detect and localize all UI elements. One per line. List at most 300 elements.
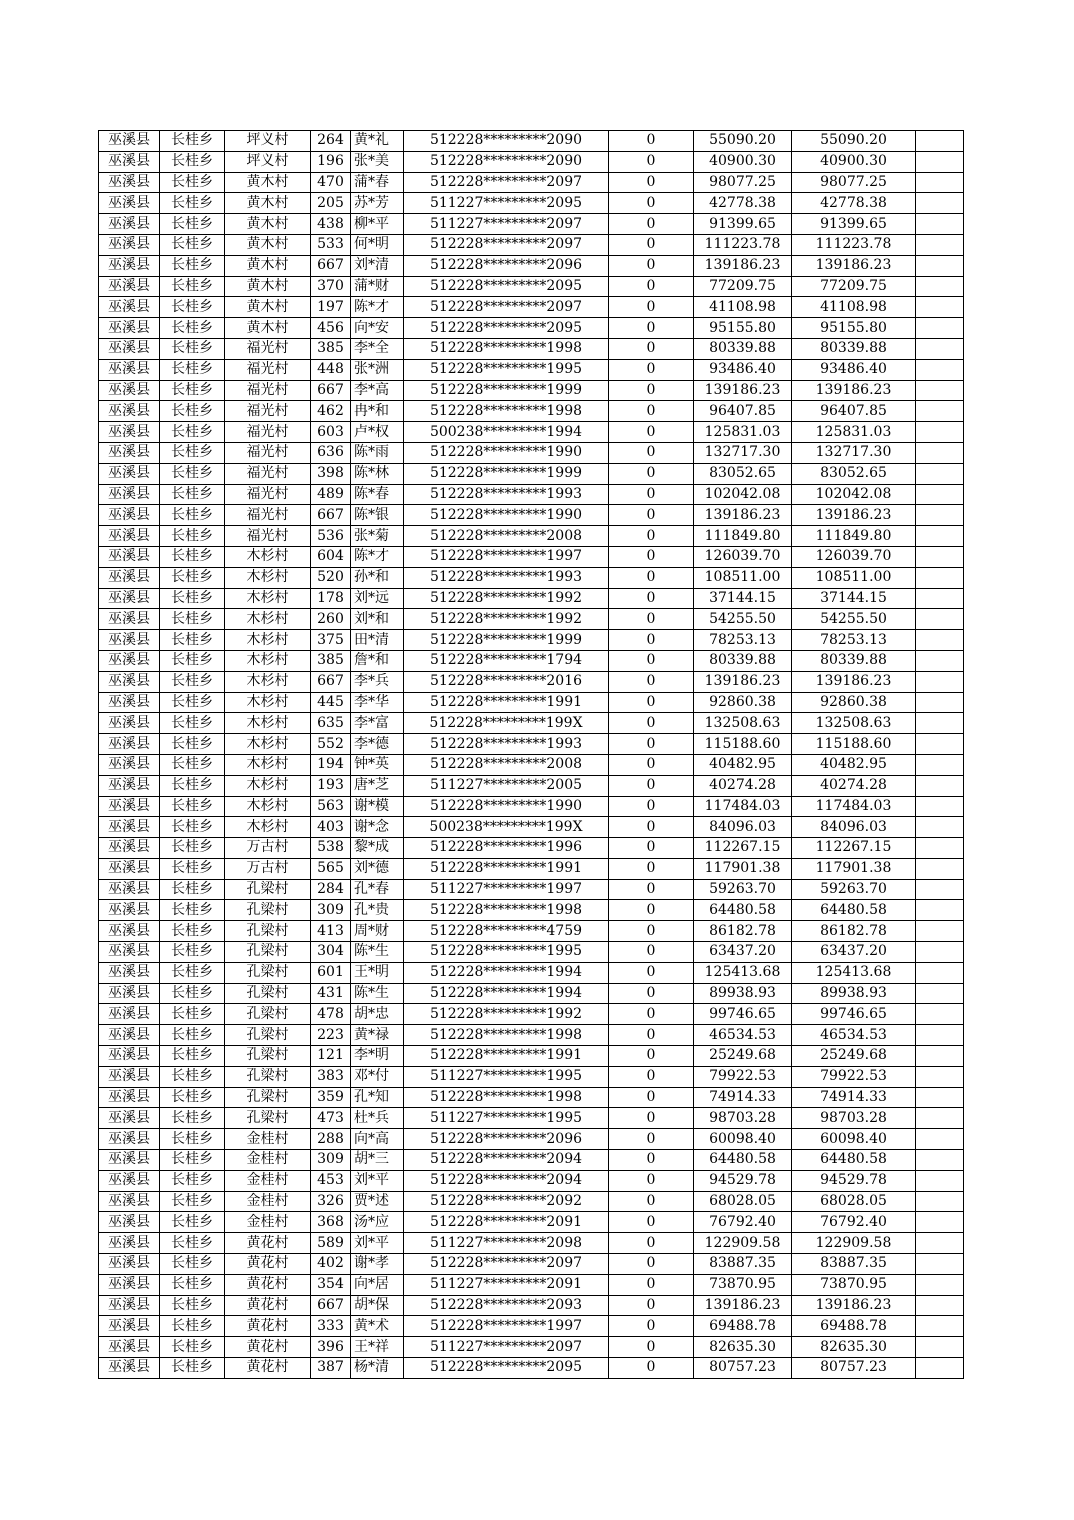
- id-number-cell: 511227*********1995: [404, 1108, 609, 1129]
- name-cell: 陈*春: [351, 484, 404, 505]
- blank-cell: [916, 1191, 964, 1212]
- township-cell: 长桂乡: [160, 1046, 225, 1067]
- blank-cell: [916, 671, 964, 692]
- township-cell: 长桂乡: [160, 879, 225, 900]
- count-cell: 601: [311, 962, 351, 983]
- name-cell: 李*明: [351, 1046, 404, 1067]
- id-number-cell: 512228*********1999: [404, 630, 609, 651]
- count-cell: 473: [311, 1108, 351, 1129]
- county-cell: 巫溪县: [99, 1191, 160, 1212]
- county-cell: 巫溪县: [99, 1358, 160, 1379]
- id-number-cell: 512228*********1999: [404, 380, 609, 401]
- count-cell: 402: [311, 1254, 351, 1275]
- blank-cell: [916, 1108, 964, 1129]
- table-row: [99, 609, 964, 630]
- total-amount-cell: 69488.78: [792, 1316, 916, 1337]
- id-number-cell: 512228*********2097: [404, 297, 609, 318]
- blank-cell: [916, 463, 964, 484]
- count-cell: 470: [311, 172, 351, 193]
- zero-value-cell: 0: [609, 484, 694, 505]
- total-amount-cell: 68028.05: [792, 1191, 916, 1212]
- village-cell: 孔梁村: [225, 1108, 311, 1129]
- table-row: [99, 1170, 964, 1191]
- table-row: [99, 1066, 964, 1087]
- count-cell: 121: [311, 1046, 351, 1067]
- table-row: [99, 838, 964, 859]
- table-row: [99, 442, 964, 463]
- total-amount-cell: 40482.95: [792, 754, 916, 775]
- township-cell: 长桂乡: [160, 463, 225, 484]
- id-number-cell: 512228*********2097: [404, 172, 609, 193]
- id-number-cell: 512228*********1996: [404, 838, 609, 859]
- blank-cell: [916, 255, 964, 276]
- count-cell: 304: [311, 942, 351, 963]
- id-number-cell: 512228*********1992: [404, 1004, 609, 1025]
- zero-value-cell: 0: [609, 775, 694, 796]
- county-cell: 巫溪县: [99, 1316, 160, 1337]
- county-cell: 巫溪县: [99, 1295, 160, 1316]
- county-cell: 巫溪县: [99, 1150, 160, 1171]
- total-amount-cell: 132508.63: [792, 713, 916, 734]
- township-cell: 长桂乡: [160, 442, 225, 463]
- id-number-cell: 500238*********1994: [404, 422, 609, 443]
- table-row: [99, 422, 964, 443]
- village-cell: 黄花村: [225, 1316, 311, 1337]
- id-number-cell: 512228*********2016: [404, 671, 609, 692]
- name-cell: 刘*清: [351, 255, 404, 276]
- township-cell: 长桂乡: [160, 650, 225, 671]
- amount-cell: 69488.78: [694, 1316, 792, 1337]
- village-cell: 坪义村: [225, 151, 311, 172]
- blank-cell: [916, 401, 964, 422]
- amount-cell: 83887.35: [694, 1254, 792, 1275]
- amount-cell: 77209.75: [694, 276, 792, 297]
- township-cell: 长桂乡: [160, 671, 225, 692]
- village-cell: 黄木村: [225, 172, 311, 193]
- count-cell: 445: [311, 692, 351, 713]
- total-amount-cell: 139186.23: [792, 380, 916, 401]
- zero-value-cell: 0: [609, 526, 694, 547]
- county-cell: 巫溪县: [99, 442, 160, 463]
- township-cell: 长桂乡: [160, 900, 225, 921]
- village-cell: 黄花村: [225, 1254, 311, 1275]
- amount-cell: 64480.58: [694, 1150, 792, 1171]
- blank-cell: [916, 172, 964, 193]
- blank-cell: [916, 1087, 964, 1108]
- amount-cell: 25249.68: [694, 1046, 792, 1067]
- village-cell: 孔梁村: [225, 879, 311, 900]
- village-cell: 木杉村: [225, 588, 311, 609]
- amount-cell: 89938.93: [694, 983, 792, 1004]
- count-cell: 284: [311, 879, 351, 900]
- amount-cell: 102042.08: [694, 484, 792, 505]
- zero-value-cell: 0: [609, 1233, 694, 1254]
- id-number-cell: 512228*********1993: [404, 734, 609, 755]
- township-cell: 长桂乡: [160, 1150, 225, 1171]
- total-amount-cell: 93486.40: [792, 359, 916, 380]
- zero-value-cell: 0: [609, 796, 694, 817]
- county-cell: 巫溪县: [99, 359, 160, 380]
- village-cell: 黄花村: [225, 1337, 311, 1358]
- zero-value-cell: 0: [609, 401, 694, 422]
- id-number-cell: 512228*********1998: [404, 1025, 609, 1046]
- name-cell: 陈*生: [351, 942, 404, 963]
- table-row: [99, 567, 964, 588]
- county-cell: 巫溪县: [99, 609, 160, 630]
- zero-value-cell: 0: [609, 1087, 694, 1108]
- township-cell: 长桂乡: [160, 255, 225, 276]
- amount-cell: 79922.53: [694, 1066, 792, 1087]
- total-amount-cell: 117484.03: [792, 796, 916, 817]
- total-amount-cell: 59263.70: [792, 879, 916, 900]
- total-amount-cell: 63437.20: [792, 942, 916, 963]
- village-cell: 福光村: [225, 442, 311, 463]
- amount-cell: 76792.40: [694, 1212, 792, 1233]
- village-cell: 孔梁村: [225, 1004, 311, 1025]
- township-cell: 长桂乡: [160, 359, 225, 380]
- id-number-cell: 512228*********1991: [404, 692, 609, 713]
- total-amount-cell: 86182.78: [792, 921, 916, 942]
- count-cell: 636: [311, 442, 351, 463]
- county-cell: 巫溪县: [99, 734, 160, 755]
- total-amount-cell: 98703.28: [792, 1108, 916, 1129]
- id-number-cell: 500238*********199X: [404, 817, 609, 838]
- name-cell: 刘*德: [351, 858, 404, 879]
- village-cell: 黄木村: [225, 318, 311, 339]
- amount-cell: 40482.95: [694, 754, 792, 775]
- count-cell: 667: [311, 671, 351, 692]
- blank-cell: [916, 276, 964, 297]
- name-cell: 陈*林: [351, 463, 404, 484]
- total-amount-cell: 40274.28: [792, 775, 916, 796]
- county-cell: 巫溪县: [99, 1254, 160, 1275]
- blank-cell: [916, 630, 964, 651]
- table-row: [99, 1212, 964, 1233]
- total-amount-cell: 46534.53: [792, 1025, 916, 1046]
- total-amount-cell: 92860.38: [792, 692, 916, 713]
- name-cell: 王*祥: [351, 1337, 404, 1358]
- township-cell: 长桂乡: [160, 276, 225, 297]
- id-number-cell: 512228*********1997: [404, 546, 609, 567]
- table-row: [99, 1129, 964, 1150]
- zero-value-cell: 0: [609, 505, 694, 526]
- count-cell: 604: [311, 546, 351, 567]
- zero-value-cell: 0: [609, 671, 694, 692]
- count-cell: 520: [311, 567, 351, 588]
- township-cell: 长桂乡: [160, 297, 225, 318]
- count-cell: 563: [311, 796, 351, 817]
- name-cell: 陈*才: [351, 297, 404, 318]
- township-cell: 长桂乡: [160, 1295, 225, 1316]
- amount-cell: 55090.20: [694, 131, 792, 152]
- township-cell: 长桂乡: [160, 962, 225, 983]
- zero-value-cell: 0: [609, 193, 694, 214]
- id-number-cell: 511227*********2005: [404, 775, 609, 796]
- amount-cell: 112267.15: [694, 838, 792, 859]
- name-cell: 刘*平: [351, 1170, 404, 1191]
- county-cell: 巫溪县: [99, 921, 160, 942]
- table-row: [99, 1295, 964, 1316]
- name-cell: 谢*孝: [351, 1254, 404, 1275]
- name-cell: 苏*芳: [351, 193, 404, 214]
- total-amount-cell: 84096.03: [792, 817, 916, 838]
- table-row: [99, 1254, 964, 1275]
- table-row: [99, 526, 964, 547]
- id-number-cell: 512228*********1994: [404, 983, 609, 1004]
- blank-cell: [916, 942, 964, 963]
- village-cell: 黄花村: [225, 1274, 311, 1295]
- id-number-cell: 512228*********2096: [404, 1129, 609, 1150]
- count-cell: 260: [311, 609, 351, 630]
- amount-cell: 80339.88: [694, 338, 792, 359]
- county-cell: 巫溪县: [99, 297, 160, 318]
- total-amount-cell: 25249.68: [792, 1046, 916, 1067]
- name-cell: 李*高: [351, 380, 404, 401]
- zero-value-cell: 0: [609, 255, 694, 276]
- county-cell: 巫溪县: [99, 858, 160, 879]
- township-cell: 长桂乡: [160, 921, 225, 942]
- village-cell: 木杉村: [225, 817, 311, 838]
- zero-value-cell: 0: [609, 442, 694, 463]
- zero-value-cell: 0: [609, 1025, 694, 1046]
- table-row: [99, 858, 964, 879]
- total-amount-cell: 78253.13: [792, 630, 916, 651]
- blank-cell: [916, 442, 964, 463]
- township-cell: 长桂乡: [160, 214, 225, 235]
- blank-cell: [916, 567, 964, 588]
- village-cell: 福光村: [225, 505, 311, 526]
- village-cell: 孔梁村: [225, 900, 311, 921]
- amount-cell: 93486.40: [694, 359, 792, 380]
- township-cell: 长桂乡: [160, 338, 225, 359]
- amount-cell: 40900.30: [694, 151, 792, 172]
- id-number-cell: 512228*********2094: [404, 1150, 609, 1171]
- zero-value-cell: 0: [609, 1191, 694, 1212]
- township-cell: 长桂乡: [160, 796, 225, 817]
- name-cell: 蒲*春: [351, 172, 404, 193]
- total-amount-cell: 125413.68: [792, 962, 916, 983]
- id-number-cell: 512228*********1794: [404, 650, 609, 671]
- township-cell: 长桂乡: [160, 1025, 225, 1046]
- name-cell: 孔*春: [351, 879, 404, 900]
- county-cell: 巫溪县: [99, 193, 160, 214]
- table-row: [99, 1150, 964, 1171]
- village-cell: 木杉村: [225, 734, 311, 755]
- county-cell: 巫溪县: [99, 1004, 160, 1025]
- zero-value-cell: 0: [609, 1108, 694, 1129]
- amount-cell: 73870.95: [694, 1274, 792, 1295]
- name-cell: 蒲*财: [351, 276, 404, 297]
- table-row: [99, 193, 964, 214]
- name-cell: 向*安: [351, 318, 404, 339]
- table-row: [99, 1087, 964, 1108]
- zero-value-cell: 0: [609, 1129, 694, 1150]
- amount-cell: 122909.58: [694, 1233, 792, 1254]
- id-number-cell: 511227*********2098: [404, 1233, 609, 1254]
- name-cell: 汤*应: [351, 1212, 404, 1233]
- amount-cell: 111223.78: [694, 234, 792, 255]
- count-cell: 359: [311, 1087, 351, 1108]
- amount-cell: 94529.78: [694, 1170, 792, 1191]
- table-row: [99, 796, 964, 817]
- total-amount-cell: 42778.38: [792, 193, 916, 214]
- county-cell: 巫溪县: [99, 567, 160, 588]
- name-cell: 陈*银: [351, 505, 404, 526]
- count-cell: 589: [311, 1233, 351, 1254]
- count-cell: 635: [311, 713, 351, 734]
- total-amount-cell: 99746.65: [792, 1004, 916, 1025]
- table-row: [99, 1046, 964, 1067]
- zero-value-cell: 0: [609, 879, 694, 900]
- id-number-cell: 512228*********1990: [404, 796, 609, 817]
- table-row: [99, 942, 964, 963]
- id-number-cell: 512228*********1993: [404, 484, 609, 505]
- village-cell: 福光村: [225, 401, 311, 422]
- name-cell: 刘*和: [351, 609, 404, 630]
- count-cell: 196: [311, 151, 351, 172]
- id-number-cell: 512228*********1998: [404, 1087, 609, 1108]
- amount-cell: 117484.03: [694, 796, 792, 817]
- amount-cell: 68028.05: [694, 1191, 792, 1212]
- id-number-cell: 512228*********2095: [404, 318, 609, 339]
- amount-cell: 132717.30: [694, 442, 792, 463]
- name-cell: 李*华: [351, 692, 404, 713]
- id-number-cell: 512228*********1995: [404, 942, 609, 963]
- total-amount-cell: 117901.38: [792, 858, 916, 879]
- name-cell: 黄*术: [351, 1316, 404, 1337]
- name-cell: 向*高: [351, 1129, 404, 1150]
- township-cell: 长桂乡: [160, 1274, 225, 1295]
- total-amount-cell: 80339.88: [792, 650, 916, 671]
- blank-cell: [916, 879, 964, 900]
- township-cell: 长桂乡: [160, 692, 225, 713]
- township-cell: 长桂乡: [160, 734, 225, 755]
- county-cell: 巫溪县: [99, 526, 160, 547]
- name-cell: 张*菊: [351, 526, 404, 547]
- county-cell: 巫溪县: [99, 234, 160, 255]
- name-cell: 贾*述: [351, 1191, 404, 1212]
- amount-cell: 63437.20: [694, 942, 792, 963]
- zero-value-cell: 0: [609, 838, 694, 859]
- count-cell: 667: [311, 255, 351, 276]
- blank-cell: [916, 1295, 964, 1316]
- county-cell: 巫溪县: [99, 879, 160, 900]
- county-cell: 巫溪县: [99, 131, 160, 152]
- name-cell: 刘*远: [351, 588, 404, 609]
- blank-cell: [916, 588, 964, 609]
- blank-cell: [916, 817, 964, 838]
- village-cell: 木杉村: [225, 609, 311, 630]
- id-number-cell: 512228*********2097: [404, 234, 609, 255]
- county-cell: 巫溪县: [99, 1129, 160, 1150]
- table-row: [99, 255, 964, 276]
- amount-cell: 115188.60: [694, 734, 792, 755]
- township-cell: 长桂乡: [160, 484, 225, 505]
- table-row: [99, 463, 964, 484]
- table-row: [99, 630, 964, 651]
- amount-cell: 91399.65: [694, 214, 792, 235]
- count-cell: 667: [311, 1295, 351, 1316]
- id-number-cell: 512228*********1991: [404, 858, 609, 879]
- name-cell: 张*洲: [351, 359, 404, 380]
- township-cell: 长桂乡: [160, 1358, 225, 1379]
- name-cell: 詹*和: [351, 650, 404, 671]
- township-cell: 长桂乡: [160, 318, 225, 339]
- blank-cell: [916, 151, 964, 172]
- count-cell: 383: [311, 1066, 351, 1087]
- amount-cell: 139186.23: [694, 671, 792, 692]
- amount-cell: 125831.03: [694, 422, 792, 443]
- count-cell: 288: [311, 1129, 351, 1150]
- count-cell: 223: [311, 1025, 351, 1046]
- total-amount-cell: 73870.95: [792, 1274, 916, 1295]
- id-number-cell: 512228*********1990: [404, 442, 609, 463]
- county-cell: 巫溪县: [99, 1212, 160, 1233]
- count-cell: 403: [311, 817, 351, 838]
- table-row: [99, 650, 964, 671]
- table-row: [99, 754, 964, 775]
- village-cell: 福光村: [225, 526, 311, 547]
- village-cell: 木杉村: [225, 796, 311, 817]
- zero-value-cell: 0: [609, 900, 694, 921]
- amount-cell: 78253.13: [694, 630, 792, 651]
- amount-cell: 80339.88: [694, 650, 792, 671]
- blank-cell: [916, 1233, 964, 1254]
- village-cell: 黄木村: [225, 214, 311, 235]
- zero-value-cell: 0: [609, 359, 694, 380]
- amount-cell: 117901.38: [694, 858, 792, 879]
- county-cell: 巫溪县: [99, 1233, 160, 1254]
- name-cell: 陈*生: [351, 983, 404, 1004]
- name-cell: 冉*和: [351, 401, 404, 422]
- count-cell: 565: [311, 858, 351, 879]
- total-amount-cell: 89938.93: [792, 983, 916, 1004]
- blank-cell: [916, 505, 964, 526]
- county-cell: 巫溪县: [99, 692, 160, 713]
- table-row: [99, 1358, 964, 1379]
- blank-cell: [916, 962, 964, 983]
- amount-cell: 54255.50: [694, 609, 792, 630]
- township-cell: 长桂乡: [160, 567, 225, 588]
- blank-cell: [916, 422, 964, 443]
- id-number-cell: 512228*********2097: [404, 1254, 609, 1275]
- count-cell: 667: [311, 505, 351, 526]
- township-cell: 长桂乡: [160, 1233, 225, 1254]
- data-table: [98, 130, 964, 1379]
- count-cell: 538: [311, 838, 351, 859]
- zero-value-cell: 0: [609, 650, 694, 671]
- name-cell: 卢*权: [351, 422, 404, 443]
- village-cell: 木杉村: [225, 754, 311, 775]
- total-amount-cell: 91399.65: [792, 214, 916, 235]
- zero-value-cell: 0: [609, 630, 694, 651]
- village-cell: 孔梁村: [225, 921, 311, 942]
- township-cell: 长桂乡: [160, 630, 225, 651]
- table-row: [99, 214, 964, 235]
- table-row: [99, 900, 964, 921]
- count-cell: 667: [311, 380, 351, 401]
- total-amount-cell: 41108.98: [792, 297, 916, 318]
- count-cell: 368: [311, 1212, 351, 1233]
- village-cell: 黄木村: [225, 276, 311, 297]
- township-cell: 长桂乡: [160, 1191, 225, 1212]
- village-cell: 金桂村: [225, 1191, 311, 1212]
- village-cell: 黄花村: [225, 1233, 311, 1254]
- table-row: [99, 962, 964, 983]
- table-row: [99, 131, 964, 152]
- name-cell: 黎*成: [351, 838, 404, 859]
- amount-cell: 98703.28: [694, 1108, 792, 1129]
